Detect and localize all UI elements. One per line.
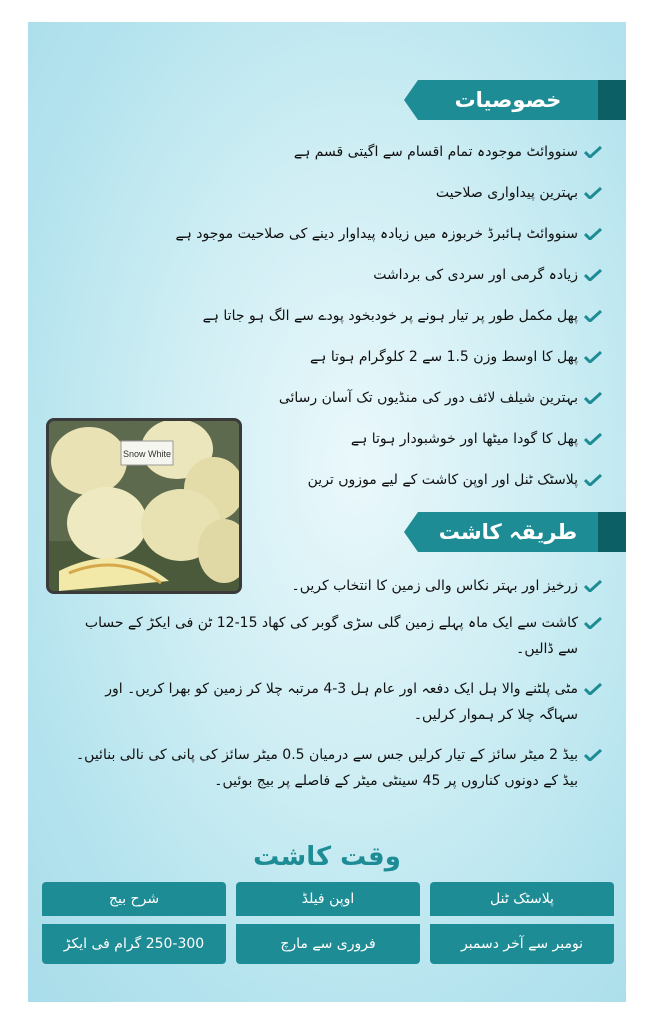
method-header xyxy=(418,512,598,552)
timing-col-header: اوپن فیلڈ xyxy=(236,882,420,916)
features-item: پلاسٹک ٹنل اور اوپن کاشت کے لیے موزوں ترین xyxy=(154,470,604,490)
features-item: پھل مکمل طور پر تیار ہونے پر خودبخود پودے سے الگ ہو جاتا ہے xyxy=(154,306,604,326)
check-icon xyxy=(584,683,602,695)
timing-col-header: پلاسٹک ٹنل xyxy=(430,882,614,916)
method-title: طریقہ کاشت xyxy=(438,520,578,544)
check-icon xyxy=(584,474,602,486)
melon-photo xyxy=(46,418,242,594)
timing-table xyxy=(42,882,614,982)
features-item: بہترین پیداواری صلاحیت xyxy=(154,183,604,203)
timing-col-value: فروری سے مارچ xyxy=(236,924,420,964)
check-icon xyxy=(584,749,602,761)
method-item: بیڈ 2 میٹر سائز کے تیار کرلیں جس سے درمیان 0.5 میٹر سائز کی پانی کی نالی بنائیں۔ بیڈ کے دونوں کناروں پر 45 سینٹی میٹر کے فاصلے پر بیج بوئیں۔ xyxy=(64,742,604,794)
timing-col-header: شرح بیج xyxy=(42,882,226,916)
method-item: کاشت سے ایک ماہ پہلے زمین گلی سڑی گوبر کی کھاد 15-12 ٹن فی ایکڑ کے حساب سے ڈالیں۔ xyxy=(64,610,604,662)
check-icon xyxy=(584,269,602,281)
check-icon xyxy=(584,310,602,322)
method-header-shade xyxy=(598,512,626,552)
check-icon xyxy=(584,617,602,629)
check-icon xyxy=(584,187,602,199)
timing-col-plastic-tunnel xyxy=(430,882,614,976)
check-icon xyxy=(584,580,602,592)
timing-col-seed-rate xyxy=(42,882,226,976)
check-icon xyxy=(584,351,602,363)
melon-label: Snow White xyxy=(122,449,172,459)
features-item: زیادہ گرمی اور سردی کی برداشت xyxy=(154,265,604,285)
features-header-shade xyxy=(598,80,626,120)
method-item: زرخیز اور بہتر نکاس والی زمین کا انتخاب کریں۔ xyxy=(64,576,604,596)
features-item: سنووائٹ ہائبرڈ خربوزہ میں زیادہ پیداوار دینے کی صلاحیت موجود ہے xyxy=(154,224,604,244)
method-item: مٹی پلٹنے والا ہل ایک دفعہ اور عام ہل 3-4 مرتبہ چلا کر زمین کو بھرا کریں۔ اور سہاگہ چلا کر ہموار کرلیں۔ xyxy=(64,676,604,728)
timing-title: وقت کاشت xyxy=(253,842,401,872)
check-icon xyxy=(584,392,602,404)
check-icon xyxy=(584,146,602,158)
features-title: خصوصیات xyxy=(454,88,562,112)
timing-col-value: نومبر سے آخر دسمبر xyxy=(430,924,614,964)
features-item: پھل کا اوسط وزن 1.5 سے 2 کلوگرام ہوتا ہے xyxy=(154,347,604,367)
features-header xyxy=(418,80,598,120)
method-list xyxy=(64,576,604,794)
features-item: پھل کا گودا میٹھا اور خوشبودار ہوتا ہے xyxy=(154,429,604,449)
timing-col-open-field xyxy=(236,882,420,976)
timing-col-value: 250-300 گرام فی ایکڑ xyxy=(42,924,226,964)
features-item: سنووائٹ موجودہ تمام اقسام سے اگیتی قسم ہے xyxy=(154,142,604,162)
check-icon xyxy=(584,433,602,445)
features-item: بہترین شیلف لائف دور کی منڈیوں تک آسان رسائی xyxy=(154,388,604,408)
check-icon xyxy=(584,228,602,240)
brochure-panel xyxy=(28,22,626,1002)
melon-illustration xyxy=(49,421,239,591)
